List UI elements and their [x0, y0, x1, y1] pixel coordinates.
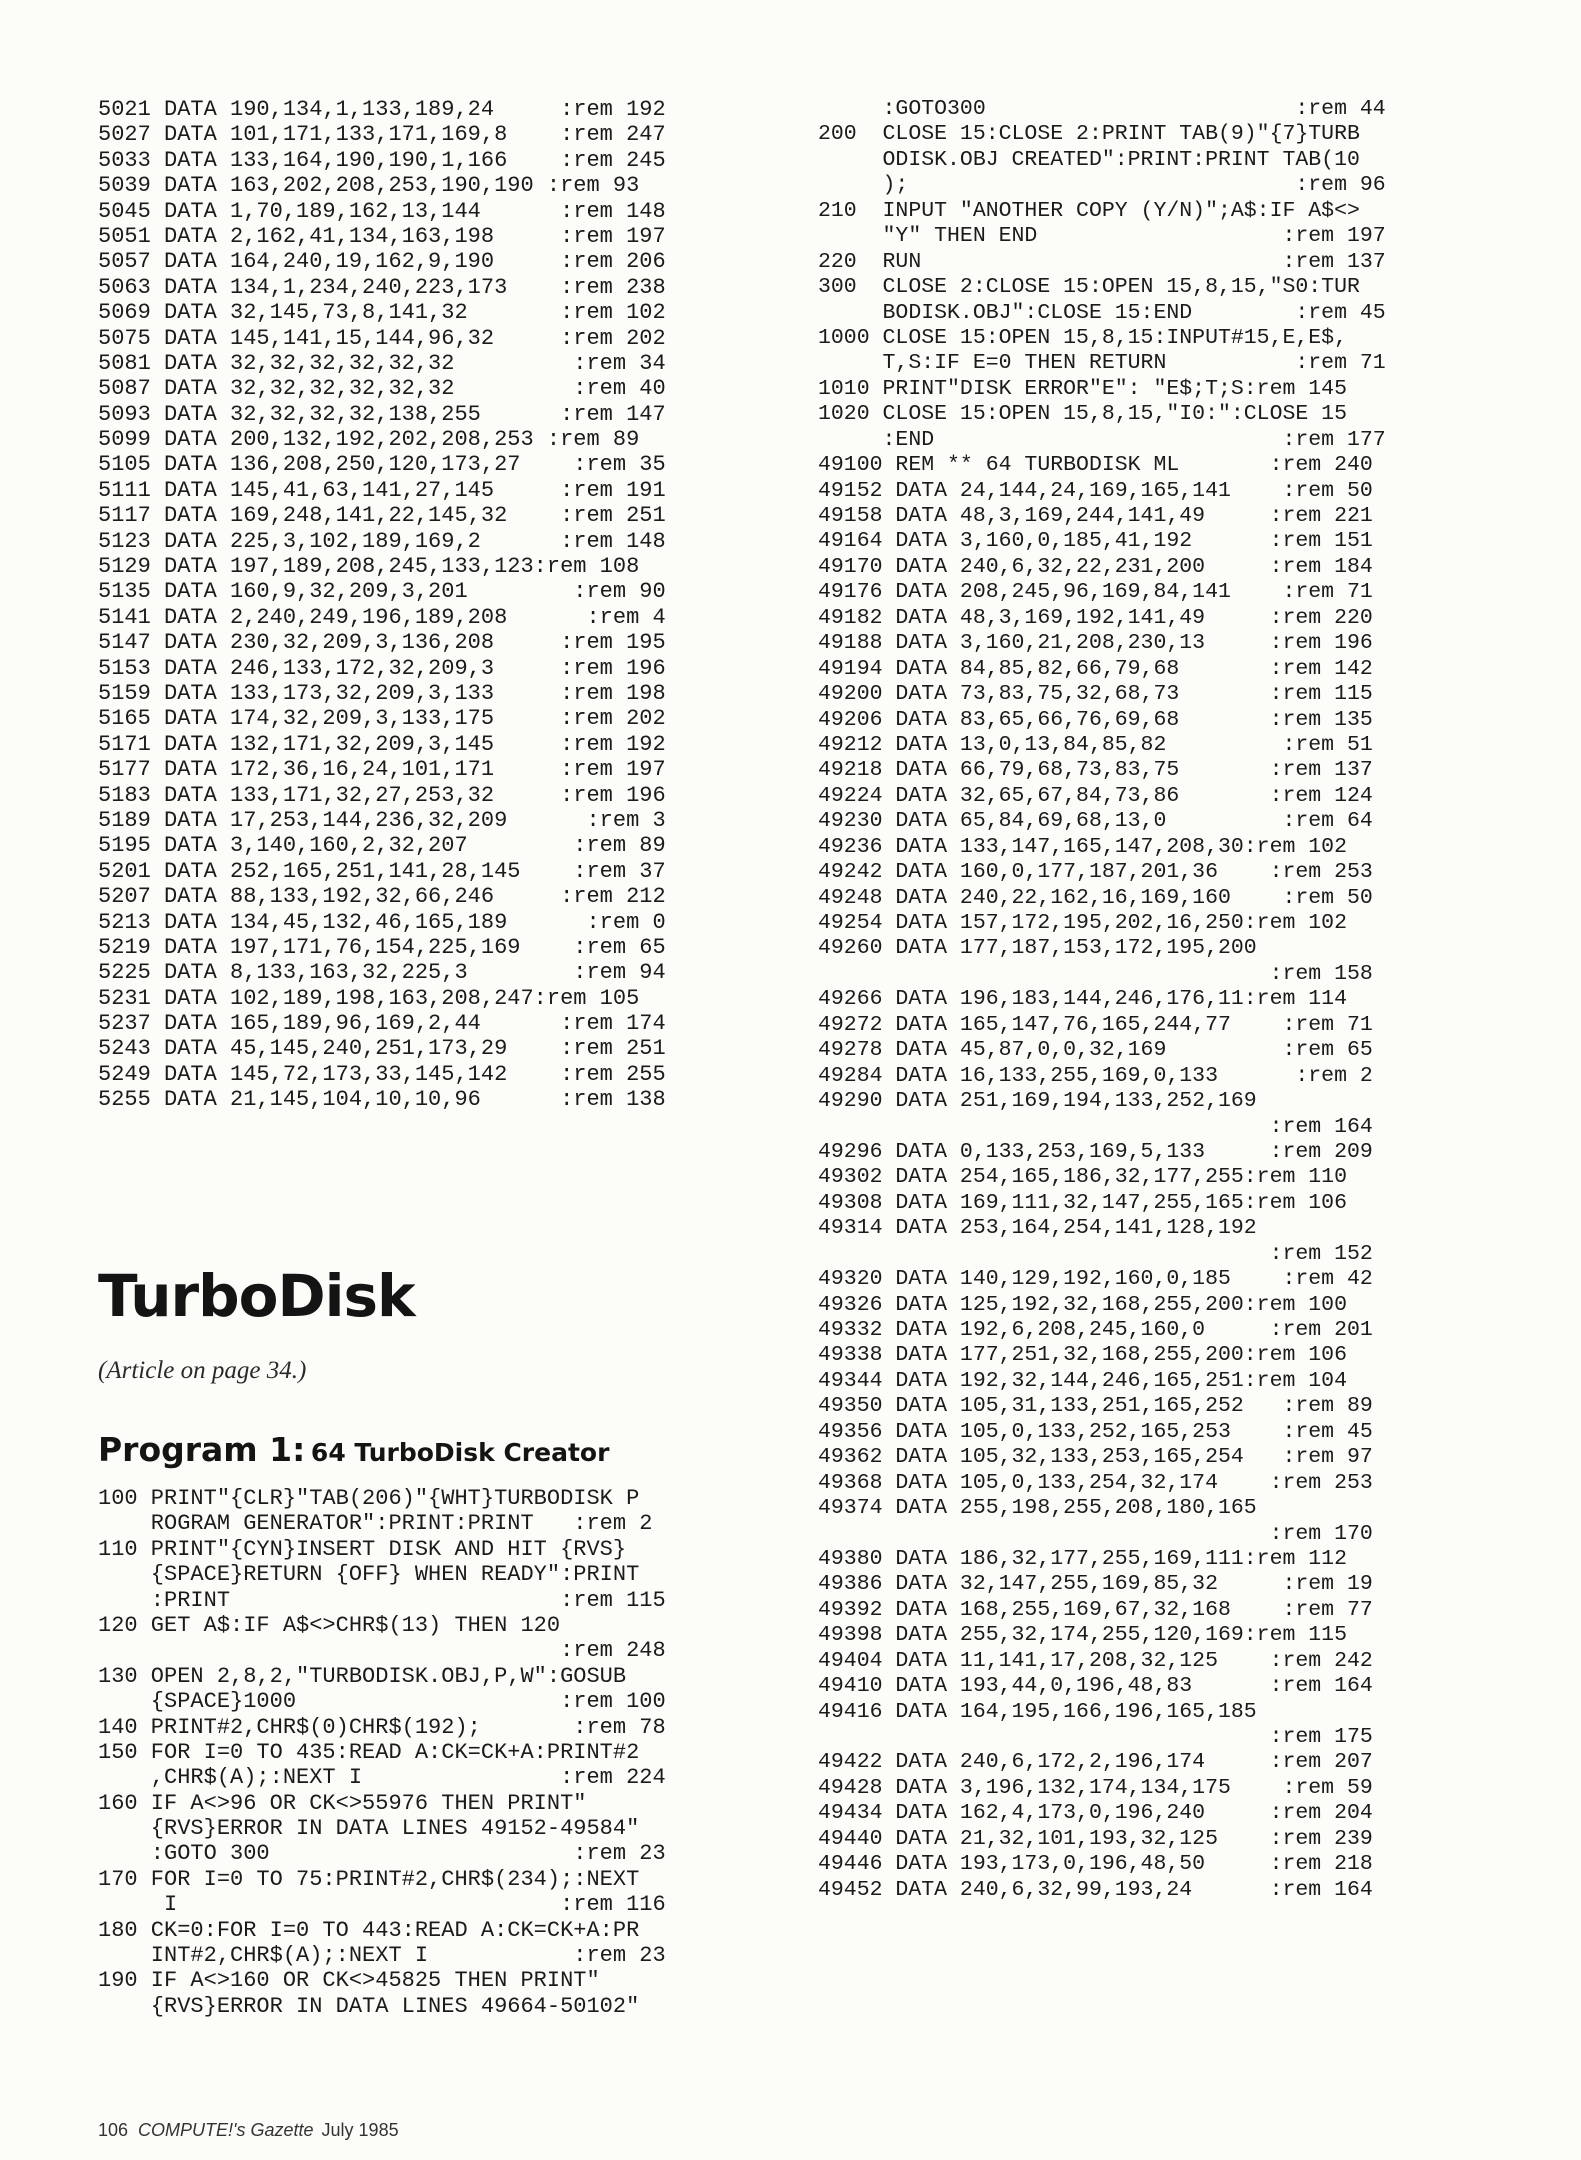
listing-line: :GOTO300 :rem 44 [818, 97, 1386, 121]
program-heading [98, 1430, 609, 1469]
listing-line: 49404 DATA 11,141,17,208,32,125 :rem 242 [818, 1648, 1373, 1673]
listing-line: 49350 DATA 105,31,133,251,165,252 :rem 89 [818, 1394, 1373, 1419]
listing-line: 5111 DATA 145,41,63,141,27,145 :rem 191 [98, 477, 666, 503]
listing-line: 49428 DATA 3,196,132,174,134,175 :rem 59 [818, 1775, 1373, 1800]
listing-line: 49320 DATA 140,129,192,160,0,185 :rem 42 [818, 1267, 1373, 1292]
listing-line: {SPACE}1000 :rem 100 [98, 1689, 666, 1715]
issue-date: July 1985 [321, 2120, 399, 2140]
listing-line: 49362 DATA 105,32,133,253,165,254 :rem 97 [818, 1445, 1373, 1470]
listing-line: 200 CLOSE 15:CLOSE 2:PRINT TAB(9)"{7}TURB [818, 122, 1360, 147]
page-number: 106 [98, 2120, 129, 2140]
listing-line: 5051 DATA 2,162,41,134,163,198 :rem 197 [98, 223, 666, 249]
listing-line: 300 CLOSE 2:CLOSE 15:OPEN 15,8,15,"S0:TUR [818, 275, 1360, 300]
listing-line: 49356 DATA 105,0,133,252,165,253 :rem 45 [818, 1419, 1373, 1444]
listing-line: 140 PRINT#2,CHR$(0)CHR$(192); :rem 78 [98, 1714, 666, 1740]
listing-line: 5117 DATA 169,248,141,22,145,32 :rem 251 [98, 503, 666, 529]
listing-line: 5033 DATA 133,164,190,190,1,166 :rem 245 [98, 147, 666, 173]
listing-line: 49152 DATA 24,144,24,169,165,141 :rem 50 [818, 478, 1373, 503]
listing-line: 100 PRINT"{CLR}"TAB(206)"{WHT}TURBODISK P [98, 1486, 640, 1511]
article-title: TurboDisk [98, 1262, 415, 1330]
listing-line: :rem 248 [98, 1638, 666, 1664]
listing-line: 49326 DATA 125,192,32,168,255,200:rem 100 [818, 1292, 1347, 1317]
listing-line: 49176 DATA 208,245,96,169,84,141 :rem 71 [818, 580, 1373, 605]
listing-line: 49290 DATA 251,169,194,133,252,169 [818, 1089, 1257, 1114]
listing-line: 220 RUN :rem 137 [818, 249, 1386, 274]
listing-line: 1010 PRINT"DISK ERROR"E": "E$;T;S:rem 145 [818, 376, 1347, 401]
listing-line: BODISK.OBJ":CLOSE 15:END :rem 45 [818, 300, 1386, 325]
listing-line: 49182 DATA 48,3,169,192,141,49 :rem 220 [818, 605, 1373, 630]
listing-line: 5105 DATA 136,208,250,120,173,27 :rem 35 [98, 452, 666, 478]
listing-line: 49434 DATA 162,4,173,0,196,240 :rem 204 [818, 1801, 1373, 1826]
listing-line: 120 GET A$:IF A$<>CHR$(13) THEN 120 [98, 1612, 561, 1638]
listing-line: 170 FOR I=0 TO 75:PRINT#2,CHR$(234);:NEXT [98, 1866, 640, 1892]
listing-line: 5153 DATA 246,133,172,32,209,3 :rem 196 [98, 655, 666, 681]
listing-line: :rem 175 [818, 1725, 1373, 1749]
listing-line: 110 PRINT"{CYN}INSERT DISK AND HIT {RVS} [98, 1536, 627, 1562]
listing-line: 49218 DATA 66,79,68,73,83,75 :rem 137 [818, 758, 1373, 783]
listing-line: 49278 DATA 45,87,0,0,32,169 :rem 65 [818, 1038, 1373, 1063]
listing-line: 49452 DATA 240,6,32,99,193,24 :rem 164 [818, 1877, 1373, 1902]
listing-line: 160 IF A<>96 OR CK<>55976 THEN PRINT" [98, 1790, 587, 1816]
listing-line: 5165 DATA 174,32,209,3,133,175 :rem 202 [98, 706, 666, 732]
listing-line: 5201 DATA 252,165,251,141,28,145 :rem 37 [98, 858, 666, 884]
listing-line: 5183 DATA 133,171,32,27,253,32 :rem 196 [98, 782, 666, 808]
listing-line: 49272 DATA 165,147,76,165,244,77 :rem 71 [818, 1012, 1373, 1037]
listing-line: 5021 DATA 190,134,1,133,189,24 :rem 192 [98, 97, 666, 122]
listing-line: 49374 DATA 255,198,255,208,180,165 [818, 1496, 1257, 1521]
listing-line: 49188 DATA 3,160,21,208,230,13 :rem 196 [818, 631, 1373, 656]
listing-line: 5171 DATA 132,171,32,209,3,145 :rem 192 [98, 731, 666, 757]
listing-line: 49158 DATA 48,3,169,244,141,49 :rem 221 [818, 504, 1373, 528]
listing-line: 5123 DATA 225,3,102,189,169,2 :rem 148 [98, 528, 666, 554]
listing-line: 49332 DATA 192,6,208,245,160,0 :rem 201 [818, 1318, 1373, 1342]
listing-line: 5195 DATA 3,140,160,2,32,207 :rem 89 [98, 833, 666, 859]
listing-line: 49416 DATA 164,195,166,196,165,185 [818, 1699, 1257, 1724]
listing-line: 49368 DATA 105,0,133,254,32,174 :rem 253 [818, 1470, 1373, 1495]
listing-line: {RVS}ERROR IN DATA LINES 49152-49584" [98, 1816, 640, 1842]
listing-line: 49446 DATA 193,173,0,196,48,50 :rem 218 [818, 1852, 1373, 1877]
listing-line: {SPACE}RETURN {OFF} WHEN READY":PRINT [98, 1562, 640, 1588]
listing-line: 5129 DATA 197,189,208,245,133,123:rem 108 [98, 554, 640, 580]
listing-line: 49212 DATA 13,0,13,84,85,82 :rem 51 [818, 732, 1373, 757]
listing-line: 49164 DATA 3,160,0,185,41,192 :rem 151 [818, 529, 1373, 554]
listing-line: 5099 DATA 200,132,192,202,208,253 :rem 89 [98, 427, 640, 453]
listing-line: 190 IF A<>160 OR CK<>45825 THEN PRINT" [98, 1968, 600, 1994]
listing-line: 49194 DATA 84,85,82,66,79,68 :rem 142 [818, 656, 1373, 681]
listing-line: 5147 DATA 230,32,209,3,136,208 :rem 195 [98, 630, 666, 656]
listing-line: :rem 164 [818, 1114, 1373, 1139]
program-label: Program 1: [98, 1430, 306, 1469]
listing-line: 49200 DATA 73,83,75,32,68,73 :rem 115 [818, 682, 1373, 707]
listing-line: 49392 DATA 168,255,169,67,32,168 :rem 77 [818, 1597, 1373, 1622]
listing-line: 49284 DATA 16,133,255,169,0,133 :rem 2 [818, 1063, 1373, 1088]
listing-line: ,CHR$(A);:NEXT I :rem 224 [98, 1765, 666, 1791]
listing-line: 49260 DATA 177,187,153,172,195,200 [818, 936, 1257, 961]
listing-line: 5213 DATA 134,45,132,46,165,189 :rem 0 [98, 909, 666, 935]
listing-line: 5039 DATA 163,202,208,253,190,190 :rem 93 [98, 173, 640, 199]
listing-line: :END :rem 177 [818, 427, 1386, 452]
listing-line: 49308 DATA 169,111,32,147,255,165:rem 106 [818, 1190, 1347, 1215]
listing-line: 5057 DATA 164,240,19,162,9,190 :rem 206 [98, 249, 666, 275]
listing-line: :rem 170 [818, 1521, 1373, 1546]
listing-line: 5159 DATA 133,173,32,209,3,133 :rem 198 [98, 680, 666, 706]
listing-line: :GOTO 300 :rem 23 [98, 1841, 666, 1867]
listing-line: 5081 DATA 32,32,32,32,32,32 :rem 34 [98, 350, 666, 376]
listing-line: :PRINT :rem 115 [98, 1587, 666, 1613]
listing-line: 5231 DATA 102,189,198,163,208,247:rem 105 [98, 985, 640, 1011]
listing-line: 5093 DATA 32,32,32,32,138,255 :rem 147 [98, 401, 666, 427]
listing-line: 5207 DATA 88,133,192,32,66,246 :rem 212 [98, 884, 666, 910]
data-listing-top [98, 97, 666, 1113]
listing-line: {RVS}ERROR IN DATA LINES 49664-50102" [98, 1993, 640, 2019]
listing-line: 5135 DATA 160,9,32,209,3,201 :rem 90 [98, 579, 666, 605]
listing-line: 130 OPEN 2,8,2,"TURBODISK.OBJ,P,W":GOSUB [98, 1663, 627, 1689]
listing-line: ); :rem 96 [818, 173, 1386, 198]
listing-line: 5249 DATA 145,72,173,33,145,142 :rem 255 [98, 1061, 666, 1087]
listing-line: 49242 DATA 160,0,177,187,201,36 :rem 253 [818, 860, 1373, 885]
listing-line: 5177 DATA 172,36,16,24,101,171 :rem 197 [98, 757, 666, 783]
listing-line: 5141 DATA 2,240,249,196,189,208 :rem 4 [98, 604, 666, 630]
listing-line: 49224 DATA 32,65,67,84,73,86 :rem 124 [818, 783, 1373, 808]
listing-line: 49380 DATA 186,32,177,255,169,111:rem 112 [818, 1546, 1347, 1571]
listing-line: 49236 DATA 133,147,165,147,208,30:rem 102 [818, 834, 1347, 859]
listing-line: 5087 DATA 32,32,32,32,32,32 :rem 40 [98, 376, 666, 402]
listing-line: 49266 DATA 196,183,144,246,176,11:rem 114 [818, 987, 1347, 1012]
article-reference: (Article on page 34.) [98, 1357, 307, 1384]
listing-line: 5027 DATA 101,171,133,171,169,8 :rem 247 [98, 122, 666, 148]
listing-line: 49440 DATA 21,32,101,193,32,125 :rem 239 [818, 1826, 1373, 1851]
listing-line: 5243 DATA 45,145,240,251,173,29 :rem 251 [98, 1036, 666, 1062]
listing-line: 49170 DATA 240,6,32,22,231,200 :rem 184 [818, 554, 1373, 579]
listing-line: 49410 DATA 193,44,0,196,48,83 :rem 164 [818, 1674, 1373, 1699]
listing-line: "Y" THEN END :rem 197 [818, 224, 1386, 249]
listing-line: 1020 CLOSE 15:OPEN 15,8,15,"I0:":CLOSE 15 [818, 402, 1347, 427]
listing-line: 49254 DATA 157,172,195,202,16,250:rem 102 [818, 911, 1347, 935]
listing-line: 49314 DATA 253,164,254,141,128,192 [818, 1216, 1257, 1241]
listing-line: 150 FOR I=0 TO 435:READ A:CK=CK+A:PRINT#2 [98, 1739, 640, 1765]
listing-line: 49338 DATA 177,251,32,168,255,200:rem 106 [818, 1343, 1347, 1368]
listing-line: ROGRAM GENERATOR":PRINT:PRINT :rem 2 [98, 1511, 653, 1537]
listing-line: 49344 DATA 192,32,144,246,165,251:rem 104 [818, 1368, 1347, 1393]
listing-line: 5063 DATA 134,1,234,240,223,173 :rem 238 [98, 274, 666, 300]
listing-line: 1000 CLOSE 15:OPEN 15,8,15:INPUT#15,E,E$, [818, 325, 1347, 350]
program-name: 64 TurboDisk Creator [310, 1438, 610, 1467]
listing-line: 5255 DATA 21,145,104,10,10,96 :rem 138 [98, 1087, 666, 1113]
listing-line: 49422 DATA 240,6,172,2,196,174 :rem 207 [818, 1750, 1373, 1775]
listing-line: I :rem 116 [98, 1892, 666, 1918]
listing-line: 49302 DATA 254,165,186,32,177,255:rem 110 [818, 1165, 1347, 1190]
program-listing [98, 1486, 666, 2019]
listing-line: 5075 DATA 145,141,15,144,96,32 :rem 202 [98, 325, 666, 351]
listing-line: 49398 DATA 255,32,174,255,120,169:rem 115 [818, 1623, 1347, 1648]
listing-line: 49230 DATA 65,84,69,68,13,0 :rem 64 [818, 809, 1373, 834]
listing-line: :rem 152 [818, 1241, 1373, 1266]
listing-line: 5189 DATA 17,253,144,236,32,209 :rem 3 [98, 807, 666, 833]
listing-line: 5045 DATA 1,70,189,162,13,144 :rem 148 [98, 198, 666, 224]
program-listing-continued [818, 97, 1386, 1903]
listing-line: 210 INPUT "ANOTHER COPY (Y/N)";A$:IF A$<> [818, 198, 1360, 223]
listing-line: T,S:IF E=0 THEN RETURN :rem 71 [818, 351, 1386, 376]
listing-line: 5219 DATA 197,171,76,154,225,169 :rem 65 [98, 934, 666, 960]
listing-line: :rem 158 [818, 961, 1373, 986]
listing-line: 5069 DATA 32,145,73,8,141,32 :rem 102 [98, 300, 666, 326]
publication-name: COMPUTE!'s Gazette [138, 2120, 314, 2140]
listing-line: 49296 DATA 0,133,253,169,5,133 :rem 209 [818, 1139, 1373, 1164]
page-footer [98, 2120, 399, 2141]
listing-line: 49206 DATA 83,65,66,76,69,68 :rem 135 [818, 707, 1373, 732]
listing-line: 180 CK=0:FOR I=0 TO 443:READ A:CK=CK+A:PR [98, 1917, 640, 1943]
listing-line: 5225 DATA 8,133,163,32,225,3 :rem 94 [98, 960, 666, 986]
listing-line: ODISK.OBJ CREATED":PRINT:PRINT TAB(10 [818, 147, 1360, 172]
listing-line: 5237 DATA 165,189,96,169,2,44 :rem 174 [98, 1011, 666, 1037]
listing-line: 49386 DATA 32,147,255,169,85,32 :rem 19 [818, 1572, 1373, 1597]
listing-line: INT#2,CHR$(A);:NEXT I :rem 23 [98, 1943, 666, 1969]
listing-line: 49248 DATA 240,22,162,16,169,160 :rem 50 [818, 885, 1373, 910]
listing-line: 49100 REM ** 64 TURBODISK ML :rem 240 [818, 453, 1373, 478]
